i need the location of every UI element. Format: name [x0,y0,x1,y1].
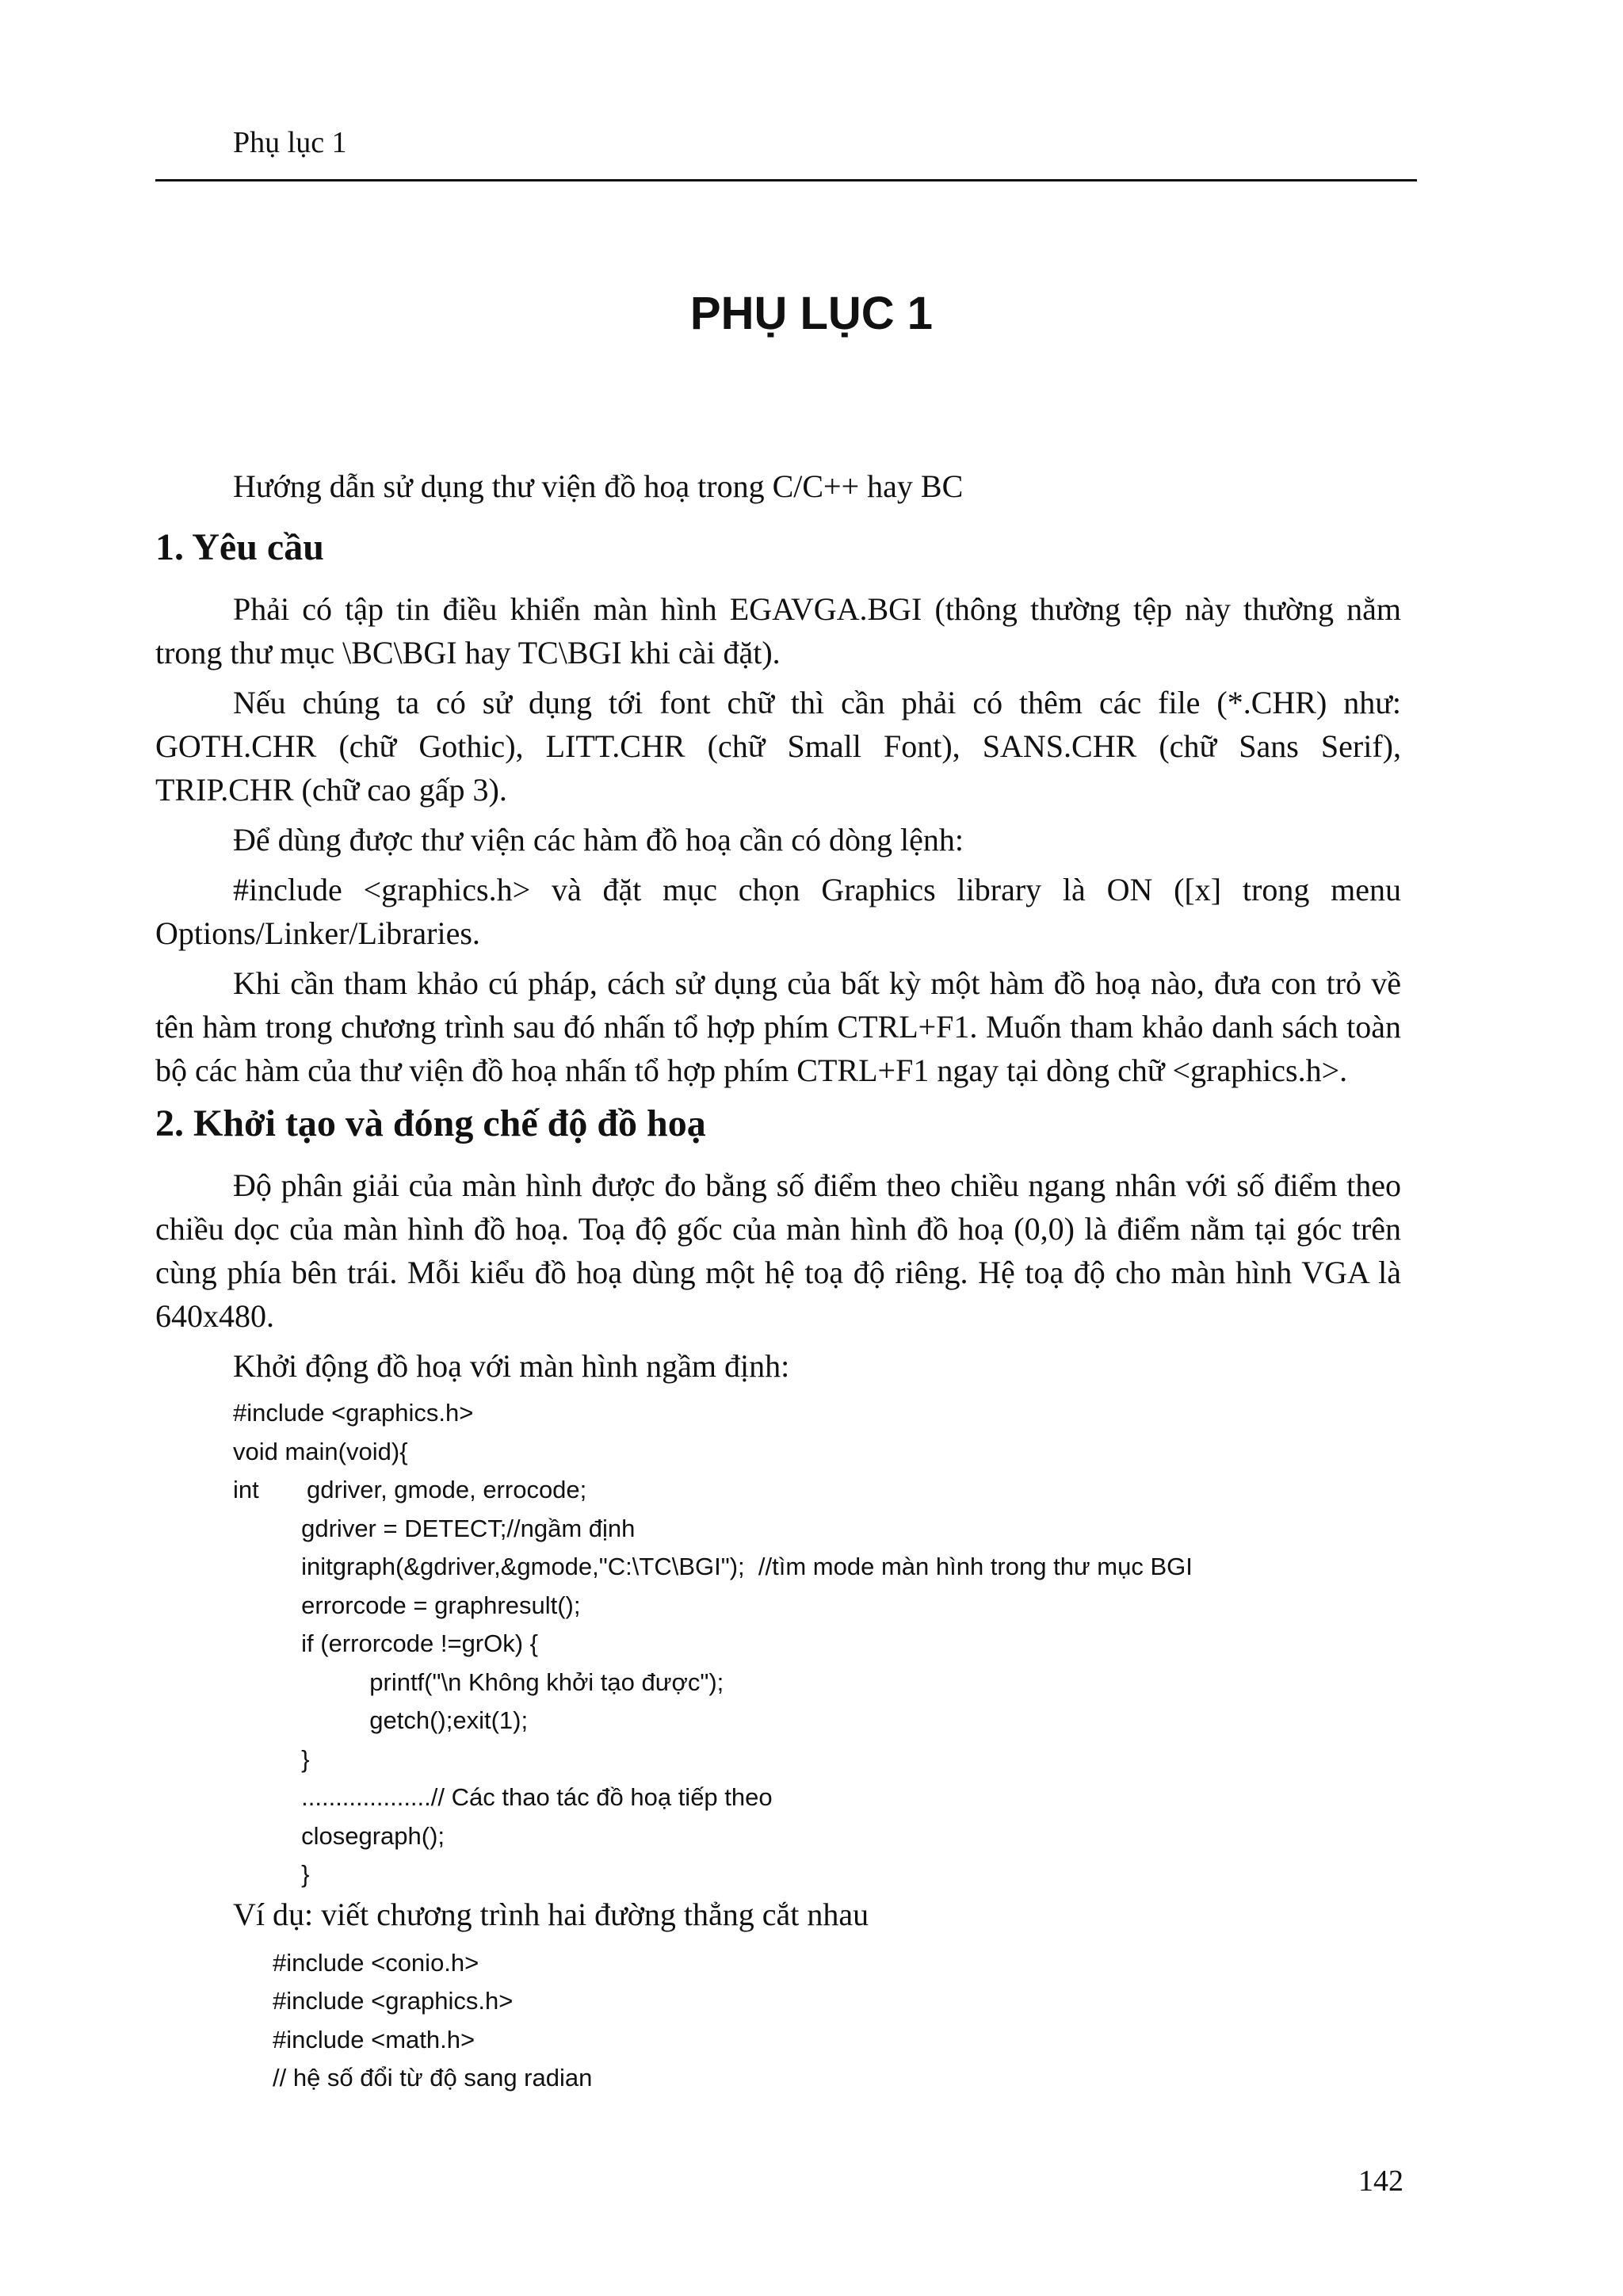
page-title: PHỤ LỤC 1 [689,288,934,339]
section-heading-requirements: 1. Yêu cầu [155,526,324,568]
code-block-example: #include <conio.h> #include <graphics.h> #include <math.h> // hệ số đổi từ độ sang radian [273,1948,593,2092]
header-rule [155,179,1417,181]
intro-paragraph: Hướng dẫn sử dụng thư viện đồ hoạ trong C/C++ hay BC [233,468,964,504]
running-head: Phụ lục 1 [233,126,347,159]
page-number: 142 [1358,2164,1403,2198]
example-label: Ví dụ: viết chương trình hai đường thẳng cắt nhau [233,1896,869,1932]
paragraph: Độ phân giải của màn hình được đo bằng số điểm theo chiều ngang nhân với số điểm theo chiều dọc của màn hình đồ hoạ. Toạ độ gốc của màn hình đồ hoạ (0,0) là điểm nằm tại góc trên cùng phía bên trái. Mỗi kiểu đồ hoạ dùng một hệ toạ độ riêng. Hệ toạ độ cho màn hình VGA là 640x480. [155,1167,1401,1334]
code-block-initgraph: #include <graphics.h> void main(void){ int gdriver, gmode, errocode; gdriver = DETECT;//ngầm định initgraph(&gdriver,&gmode,"C:\TC\BGI"); //tìm mode màn hình trong thư mục BGI errorcode = graphresult(); if (errorcode !=grOk) { printf("\n Không khởi tạo được"); getch();exit(1); } ...................// Các thao tác đồ hoạ tiếp theo closegraph(); } [233,1399,1193,1888]
section-heading-init-graphics: 2. Khởi tạo và đóng chế độ đồ hoạ [155,1102,706,1144]
main-content [155,464,1401,2103]
paragraph: Phải có tập tin điều khiển màn hình EGAVGA.BGI (thông thường tệp này thường nằm trong thư mục \BC\BGI hay TC\BGI khi cài đặt). [155,591,1401,670]
paragraph: Nếu chúng ta có sử dụng tới font chữ thì cần phải có thêm các file (*.CHR) như: GOTH.CHR (chữ Gothic), LITT.CHR (chữ Small Font), SANS.CHR (chữ Sans Serif), TRIP.CHR (chữ cao gấp 3). [155,685,1401,808]
paragraph: Khi cần tham khảo cú pháp, cách sử dụng của bất kỳ một hàm đồ hoạ nào, đưa con trỏ về tên hàm trong chương trình sau đó nhấn tổ hợp phím CTRL+F1. Muốn tham khảo danh sách toàn bộ các hàm của thư viện đồ hoạ nhấn tổ hợp phím CTRL+F1 ngay tại dòng chữ <graphics.h>. [155,965,1401,1088]
paragraph: #include <graphics.h> và đặt mục chọn Graphics library là ON ([x] trong menu Options/Linker/Libraries. [155,872,1401,951]
paragraph: Khởi động đồ hoạ với màn hình ngầm định: [233,1348,790,1384]
paragraph: Để dùng được thư viện các hàm đồ hoạ cần có dòng lệnh: [233,822,964,858]
